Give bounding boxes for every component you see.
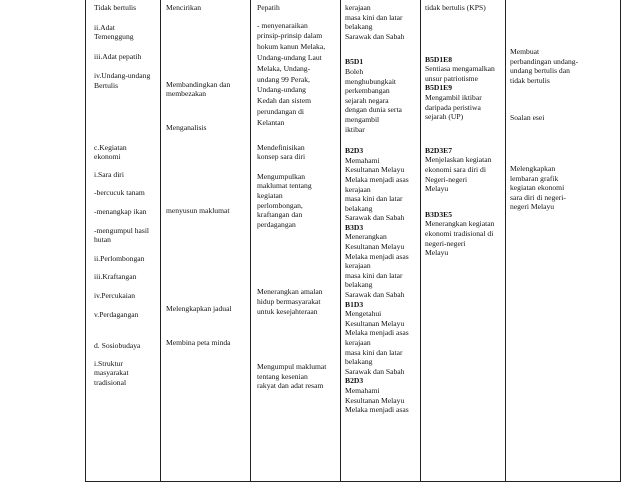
topic-item: -mengumpul hasil hutan [94,225,150,245]
value-item: Menjelaskan kegiatan ekonomi sara diri di Negeri-negeri Melayu [425,155,492,194]
activity-item: - menyenaraikan prinsip-prinsip dalam hokum kanun Melaka, Undang-undang Laut Melaka, Undang- undang 99 Perak, Undang-undang Kedah dan sistem perundangan di Kelantan [257,20,326,127]
topic-item: -bercucuk tanam [94,188,145,198]
standard-item: Memahami Kesultanan Melayu Melaka menjadi asas [345,385,409,415]
topic-item: ii.Adat Temenggung [94,22,134,42]
value-item: tidak bertulis (KPS) [425,3,486,12]
topic-item: -menangkap ikan [94,206,147,216]
standard-code: B2D3 [345,146,364,156]
assessment-item: Soalan esei [510,113,545,123]
standard-item: Memahami Kesultanan Melayu Melaka menjadi asas kerajaan masa kini dan latar belakang Sarawak dan Sabah [345,155,409,223]
table-border-left [85,0,86,482]
topic-item: iii.Adat pepatih [94,51,142,61]
skill-item: Membandingkan dan membezakan [166,79,231,99]
value-column [425,3,505,258]
standard-code: B3D3 [345,222,364,232]
standard-code: B5D1 [345,57,364,67]
table-border-right [620,0,621,482]
value-code: B2D3E7 [425,145,453,155]
topic-item: i.Struktur masyarakat tradisional [94,358,129,387]
value-code: B5D1E9 [425,83,453,93]
topic-item: Tidak bertulis [94,3,137,12]
standard-item: Mengetahui Kesultanan Melayu Melaka menjadi asas kerajaan masa kini dan latar belakang Sarawak dan Sabah [345,309,409,376]
assessment-item: Membuat perbandingan undang- undang bertulis dan tidak bertulis [510,47,579,85]
topic-item: iv.Percukaian [94,290,136,300]
activity-item: Mengumpulkan maklumat tentang kegiatan perlombongan, kraftangan dan perdagangan [257,171,312,229]
standard-column [345,3,421,415]
skill-item: Mencirikan [166,3,202,12]
standard-item: Boleh menghubungkait perkembangan sejarah negara dengan dunia serta mengambil iktibar [345,66,402,134]
topic-item: iii.Kraftangan [94,272,137,282]
skill-item: menyusun maklumat [166,206,230,216]
skill-item: Membina peta minda [166,337,231,347]
skill-column [166,3,250,347]
topic-item: iv.Undang-undang Bertulis [94,71,151,90]
skill-item: Menganalisis [166,122,207,132]
activity-item: Menerangkan amalan hidup bermasyarakat untuk kesejahteraan [257,287,323,316]
standard-code: B2D3 [345,376,364,386]
assessment-column [510,3,618,212]
topic-item: v.Perdagangan [94,309,139,319]
value-item: Mengambil iktibar daripada peristiwa sejarah (UP) [425,92,482,122]
assessment-item: Melengkapkan lembaran grafik kegiatan ekonomi sara diri di negeri- negeri Melayu [510,163,566,212]
value-code: B5D1E8 [425,54,453,64]
topic-item: c.Kegiatan ekonomi [94,142,127,162]
value-item: Menerangkan kegiatan ekonomi tradisional di negeri-negeri Melayu [425,219,495,258]
standard-item: Menerangkan Kesultanan Melayu Melaka menjadi asas kerajaan masa kini dan latar belakang Sarawak dan Sabah [345,232,409,300]
activity-item: Mendefinisikan konsep sara diri [257,142,306,162]
value-item: Sentiasa mengamalkan unsur patriotisme [425,64,495,83]
column-divider [505,0,506,482]
column-divider [250,0,251,482]
activity-item: Mengumpul maklumat tentang kesenian rakyat dan adat resam [257,362,327,391]
topic-item: i.Sara diri [94,169,124,179]
activity-column [257,3,341,391]
column-divider [160,0,161,482]
topic-item: d. Sosiobudaya [94,341,141,351]
standard-code: B1D3 [345,299,364,309]
standard-item: kerajaan masa kini dan latar belakang Sarawak dan Sabah [345,3,405,41]
activity-item: Pepatih [257,3,280,12]
value-code: B3D3E5 [425,209,453,219]
skill-item: Melengkapkan jadual [166,303,232,313]
topic-column [94,3,160,387]
table-border-bottom [85,481,621,482]
topic-item: ii.Perlombongan [94,253,145,263]
